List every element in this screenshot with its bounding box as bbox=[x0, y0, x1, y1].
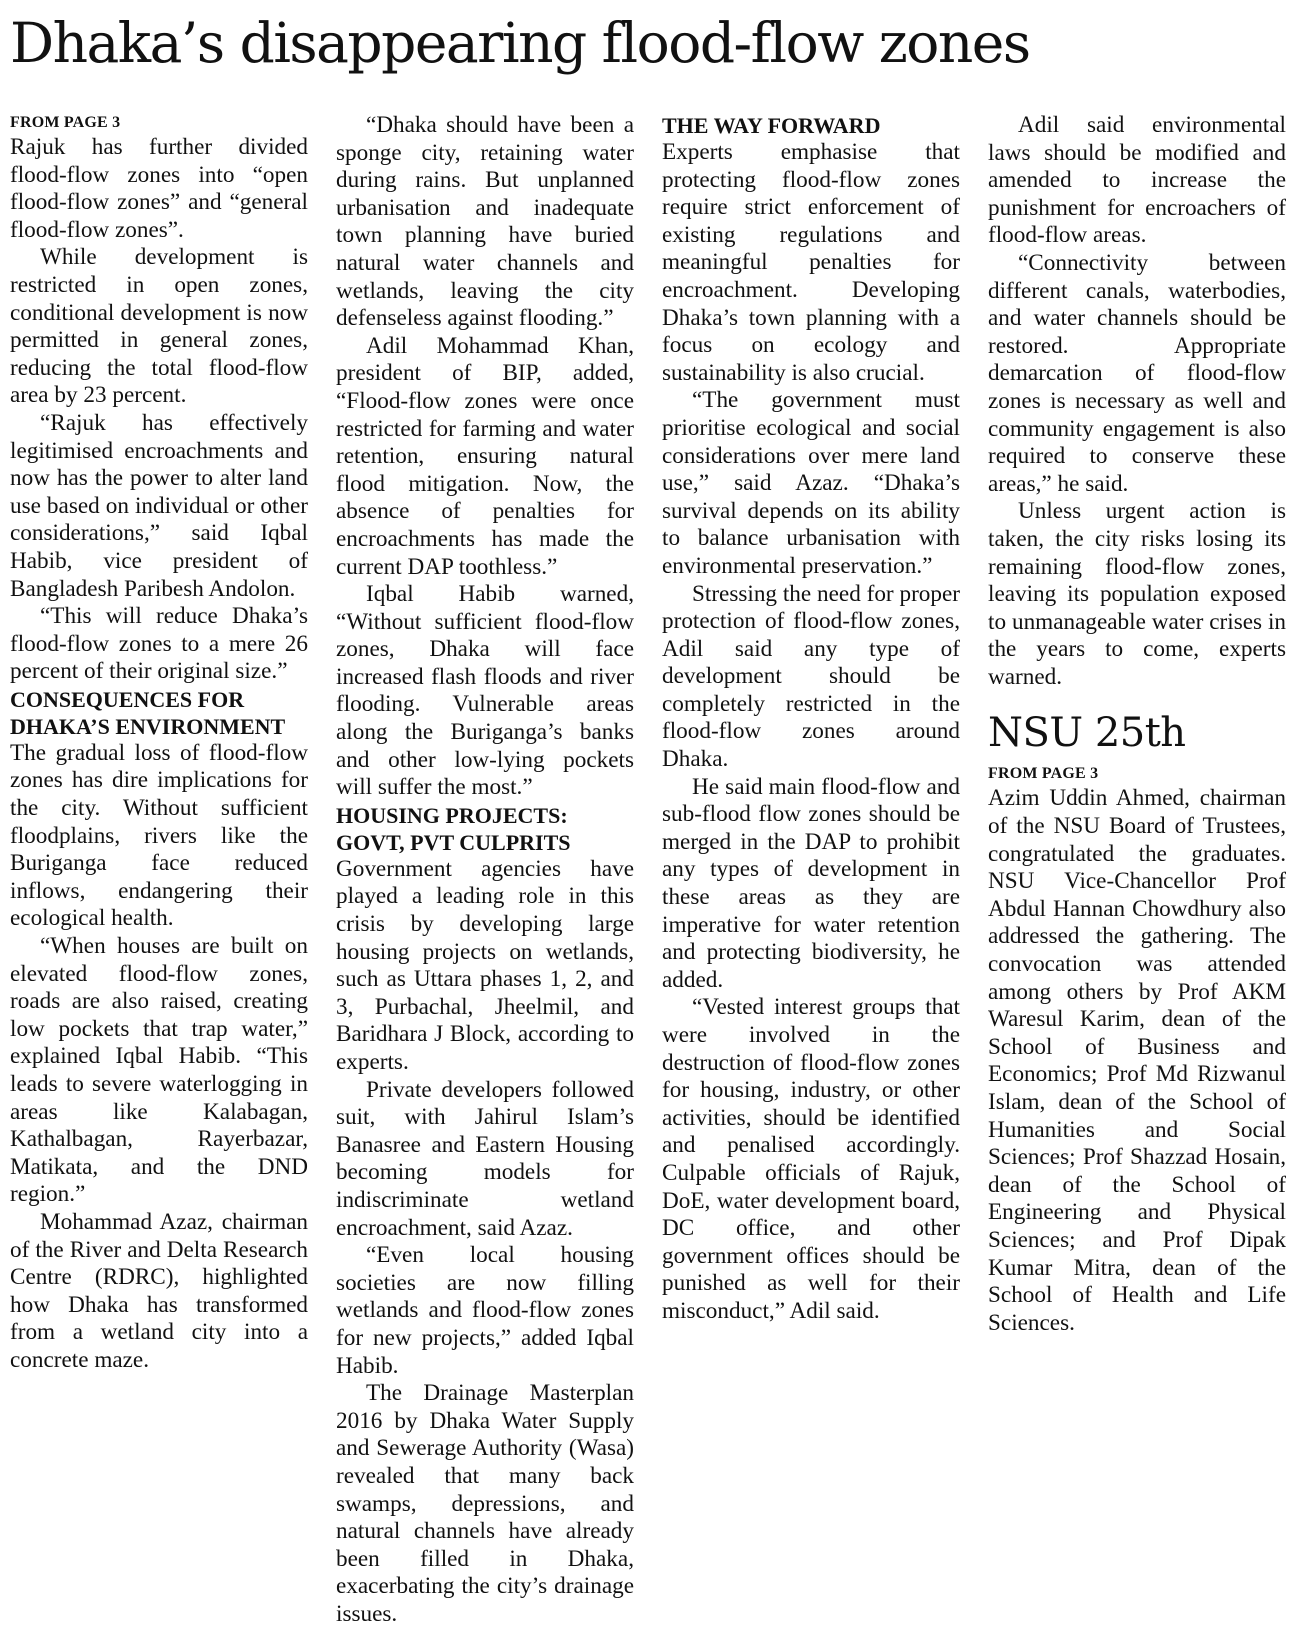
subhead-consequences: CONSEQUENCES FOR DHAKA’S ENVIRONMENT bbox=[10, 686, 286, 739]
paragraph: Unless urgent action is taken, the city risks losing its remaining flood-flow zones, leaving its population exposed to unmanageable water crises in the years to come, experts warned. bbox=[988, 498, 1286, 690]
paragraph: Mohammad Azaz, chairman of the River and Delta Research Centre (RDRC), highlighted how Dhaka has transformed from a wetland city into a concrete maze. bbox=[10, 1208, 308, 1373]
paragraph: Adil said environmental laws should be modified and amended to increase the punishment for encroachers of flood-flow areas. bbox=[988, 112, 1286, 249]
paragraph: While development is restricted in open zones, conditional development is now permitted in general zones, reducing the total flood-flow area by 23 percent. bbox=[10, 244, 308, 409]
paragraph: Government agencies have played a leading role in this crisis by developing large housing projects on wetlands, such as Uttara phases 1, 2, and 3, Purbachal, Jheelmil, and Baridhara J Block, according to experts. bbox=[336, 855, 634, 1075]
paragraph: Azim Uddin Ahmed, chairman of the NSU Board of Trustees, congratulated the graduates. NSU Vice-Chancellor Prof Abdul Hannan Chowdhury also addressed the gathering. The convocation was attended among others by Prof AKM Waresul Karim, dean of the School of Business and Economics; Prof Md Rizwanul Islam, dean of the School of Humanities and Social Sciences; Prof Shazzad Hosain, dean of the School of Engineering and Physical Sciences; and Prof Dipak Kumar Mitra, dean of the School of Health and Life Sciences. bbox=[988, 785, 1286, 1336]
kicker-from-page: FROM PAGE 3 bbox=[988, 765, 1099, 783]
paragraph: Iqbal Habib warned, “Without sufficient flood-flow zones, Dhaka will face increased flash floods and river flooding. Vulnerable areas along the Buriganga’s banks and other low-lying pockets will suffer the most.” bbox=[336, 581, 634, 801]
kicker-from-page: FROM PAGE 3 bbox=[10, 114, 121, 131]
paragraph: The Drainage Masterplan 2016 by Dhaka Water Supply and Sewerage Authority (Wasa) revealed that many back swamps, depressions, and natural channels have already been filled in Dhaka, exacerbating the city’s drainage issues. bbox=[336, 1380, 634, 1627]
column-3 bbox=[662, 112, 960, 1326]
column-1 bbox=[10, 112, 308, 1375]
paragraph: “Dhaka should have been a sponge city, retaining water during rains. But unplanned urbanisation and inadequate town planning have buried natural water channels and wetlands, leaving the city defenseless against flooding.” bbox=[336, 112, 634, 332]
paragraph: “When houses are built on elevated flood-flow zones, roads are also raised, creating low pockets that trap water,” explained Iqbal Habib. “This leads to severe waterlogging in areas like Kalabagan, Kathalbagan, Rayerbazar, Matikata, and the DND region.” bbox=[10, 933, 308, 1208]
paragraph: Stressing the need for proper protection of flood-flow zones, Adil said any type of development should be completely restricted in the flood-flow zones around Dhaka. bbox=[662, 580, 960, 773]
column-4 bbox=[988, 112, 1286, 1337]
subhead-way-forward: THE WAY FORWARD bbox=[662, 113, 881, 138]
paragraph: “The government must prioritise ecological and social considerations over mere land use,” said Azaz. “Dhaka’s survival depends on its ability to balance urbanisation with environmental preservation.” bbox=[662, 387, 960, 579]
paragraph: “This will reduce Dhaka’s flood-flow zones to a mere 26 percent of their original size.” bbox=[10, 603, 308, 685]
column-2 bbox=[336, 112, 634, 1628]
headline: Dhaka’s disappearing flood-flow zones bbox=[10, 11, 1030, 75]
paragraph: Experts emphasise that protecting flood-flow zones require strict enforcement of existing regulations and meaningful penalties for encroachment. Developing Dhaka’s town planning with a focus on ecology and sustainability is also crucial. bbox=[662, 139, 960, 386]
paragraph: The gradual loss of flood-flow zones has dire implications for the city. Without sufficient floodplains, rivers like the Buriganga face reduced inflows, endangering their ecological health. bbox=[10, 739, 308, 932]
paragraph: Rajuk has further divided flood-flow zones into “open flood-flow zones” and “general flood-flow zones”. bbox=[10, 134, 308, 243]
subhead-housing-projects: HOUSING PROJECTS: GOVT, PVT CULPRITS bbox=[336, 802, 571, 855]
paragraph: Adil Mohammad Khan, president of BIP, added, “Flood-flow zones were once restricted for farming and water retention, ensuring natural flood mitigation. Now, the absence of penalties for encroachments has made the current DAP toothless.” bbox=[336, 332, 634, 580]
paragraph: “Even local housing societies are now filling wetlands and flood-flow zones for new projects,” added Iqbal Habib. bbox=[336, 1242, 634, 1379]
paragraph: “Rajuk has effectively legitimised encroachments and now has the power to alter land use based on individual or other considerations,” said Iqbal Habib, vice president of Bangladesh Paribesh Andolon. bbox=[10, 409, 308, 602]
paragraph: He said main flood-flow and sub-flood flow zones should be merged in the DAP to prohibit any types of development in these areas as they are imperative for water retention and protecting biodiversity, he added. bbox=[662, 773, 960, 993]
nsu-headline: NSU 25th bbox=[988, 710, 1186, 757]
paragraph: “Vested interest groups that were involved in the destruction of flood-flow zones for housing, industry, or other activities, should be identified and penalised accordingly. Culpable officials of Rajuk, DoE, water development board, DC office, and other government offices should be punished as well for their misconduct,” Adil said. bbox=[662, 994, 960, 1324]
paragraph: “Connectivity between different canals, waterbodies, and water channels should be restored. Appropriate demarcation of flood-flow zones is necessary as well and community engagement is also required to conserve these areas,” he said. bbox=[988, 249, 1286, 497]
paragraph: Private developers followed suit, with Jahirul Islam’s Banasree and Eastern Housing becoming models for indiscriminate wetland encroachment, said Azaz. bbox=[336, 1076, 634, 1241]
